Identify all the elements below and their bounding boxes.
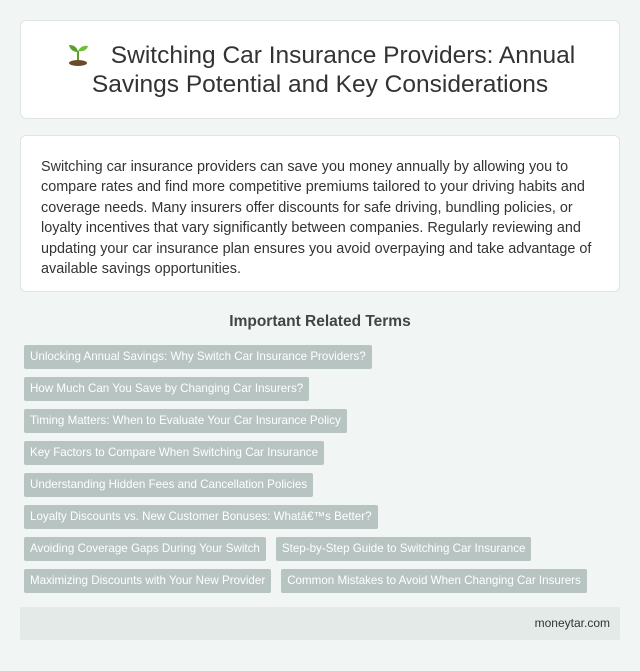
related-term-tag[interactable]: Maximizing Discounts with Your New Provider	[24, 569, 271, 593]
related-term-tag[interactable]: How Much Can You Save by Changing Car Insurers?	[24, 377, 309, 401]
footer	[20, 607, 620, 640]
intro-card	[20, 135, 620, 292]
related-terms-list	[20, 345, 620, 593]
footer-site-link[interactable]: moneytar.com	[534, 616, 610, 630]
related-term-tag[interactable]: Timing Matters: When to Evaluate Your Car Insurance Policy	[24, 409, 347, 433]
sprout-icon	[65, 42, 91, 66]
related-term-tag[interactable]: Understanding Hidden Fees and Cancellation Policies	[24, 473, 313, 497]
related-term-tag[interactable]: Avoiding Coverage Gaps During Your Switch	[24, 537, 266, 561]
page-title	[51, 41, 589, 99]
related-term-tag[interactable]: Key Factors to Compare When Switching Car Insurance	[24, 441, 324, 465]
related-term-tag[interactable]: Unlocking Annual Savings: Why Switch Car Insurance Providers?	[24, 345, 372, 369]
related-terms-heading: Important Related Terms	[229, 313, 411, 330]
related-term-tag[interactable]: Step-by-Step Guide to Switching Car Insurance	[276, 537, 532, 561]
page-title-text: Switching Car Insurance Providers: Annual Savings Potential and Key Considerations	[91, 41, 576, 98]
intro-paragraph: Switching car insurance providers can save you money annually by allowing you to compare rates and find more competitive premiums tailored to your driving habits and coverage needs. Many insurers offer discounts for safe driving, bundling policies, or loyalty incentives that vary significantly between companies. Regularly reviewing and updating your car insurance plan ensures you avoid overpaying and take advantage of available savings opportunities.	[41, 159, 592, 278]
related-term-tag[interactable]: Common Mistakes to Avoid When Changing Car Insurers	[281, 569, 587, 593]
title-card	[20, 20, 620, 119]
related-term-tag[interactable]: Loyalty Discounts vs. New Customer Bonuses: Whatâ€™s Better?	[24, 505, 378, 529]
